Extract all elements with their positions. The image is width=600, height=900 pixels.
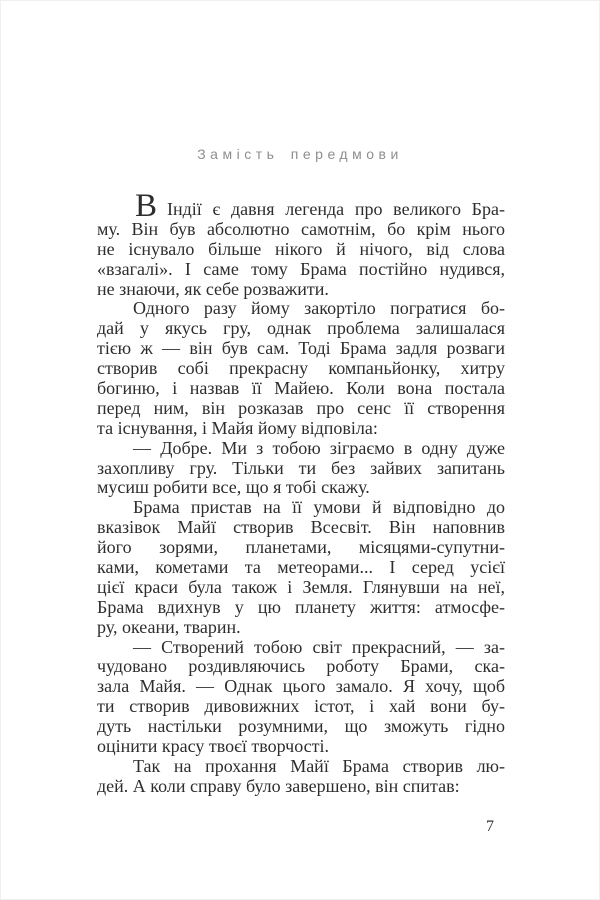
text-line: ру, океани, тварин. (97, 616, 241, 637)
text-line: не знаючи, як себе розважити. (97, 278, 329, 299)
text-line: ти створив дивовижних істот, і хай вони бу- (97, 696, 505, 717)
text-line: перед ним, він розказав про сенс її створення (97, 397, 505, 418)
text-line: не існувало більше нікого й нічого, від слова (97, 238, 505, 259)
paragraph (97, 299, 505, 438)
text-line: дуть настільки розумними, що зможуть гідно (97, 716, 505, 737)
text-line: оцінити красу твоєї творчості. (97, 736, 330, 757)
text-line: мусиш робити все, що я тобі скажу. (97, 477, 370, 498)
text-line: му. Він був абсолютно самотнім, бо крім нього (97, 218, 505, 239)
body-text (97, 188, 505, 797)
text-line: створив собі прекрасну компаньйонку, хитру (97, 358, 505, 379)
paragraph (97, 439, 505, 499)
text-line: «взагалі». І саме тому Брама постійно нудився, (97, 258, 505, 279)
drop-cap: В (135, 188, 158, 224)
text-line: ками, кометами та метеорами... І серед усієї (97, 557, 505, 578)
text-line: зала Майя. — Однак цього замало. Я хочу, щоб (97, 676, 505, 697)
text-line: цієї краси була також і Земля. Глянувши на неї, (97, 576, 505, 597)
text-line: та існування, і Майя йому відповіла: (97, 417, 378, 438)
text-line: тією ж — він був сам. Тоді Брама задля розваги (97, 338, 505, 359)
text-line: — Створений тобою світ прекрасний, — за- (133, 636, 505, 657)
text-line (97, 188, 505, 224)
text-line: захопливу гру. Тільки ти без зайвих запитань (97, 457, 505, 478)
text-line: — Добре. Ми з тобою зіграємо в одну дуже (133, 437, 505, 458)
paragraph (97, 188, 505, 299)
text-line: дей. А коли справу було завершено, він спитав: (97, 775, 460, 796)
text-line: Так на прохання Майї Брама створив лю- (133, 755, 505, 776)
text-line: дай у якусь гру, однак проблема залишалася (97, 318, 505, 339)
paragraph (97, 638, 505, 757)
text-line: Брама пристав на її умови й відповідно до (133, 497, 505, 518)
page-number: 7 (486, 818, 494, 835)
text-line: Одного разу йому закортіло погратися бо- (133, 298, 505, 319)
text-line: його зорями, планетами, місяцями-супутни- (97, 537, 505, 558)
chapter-heading: Замість передмови (197, 146, 403, 162)
text-line: Брама вдихнув у цю планету життя: атмосфе- (97, 596, 505, 617)
text-line: чудовано роздивляючись роботу Брами, ска- (97, 656, 505, 677)
first-line-text: Індії є давня легенда про великого Бра- (167, 199, 505, 219)
paragraph (97, 498, 505, 637)
text-line: вказівок Майї створив Всесвіт. Він наповнив (97, 517, 505, 538)
paragraph (97, 757, 505, 797)
text-line: богиню, і назвав її Майею. Коли вона постала (97, 378, 505, 399)
